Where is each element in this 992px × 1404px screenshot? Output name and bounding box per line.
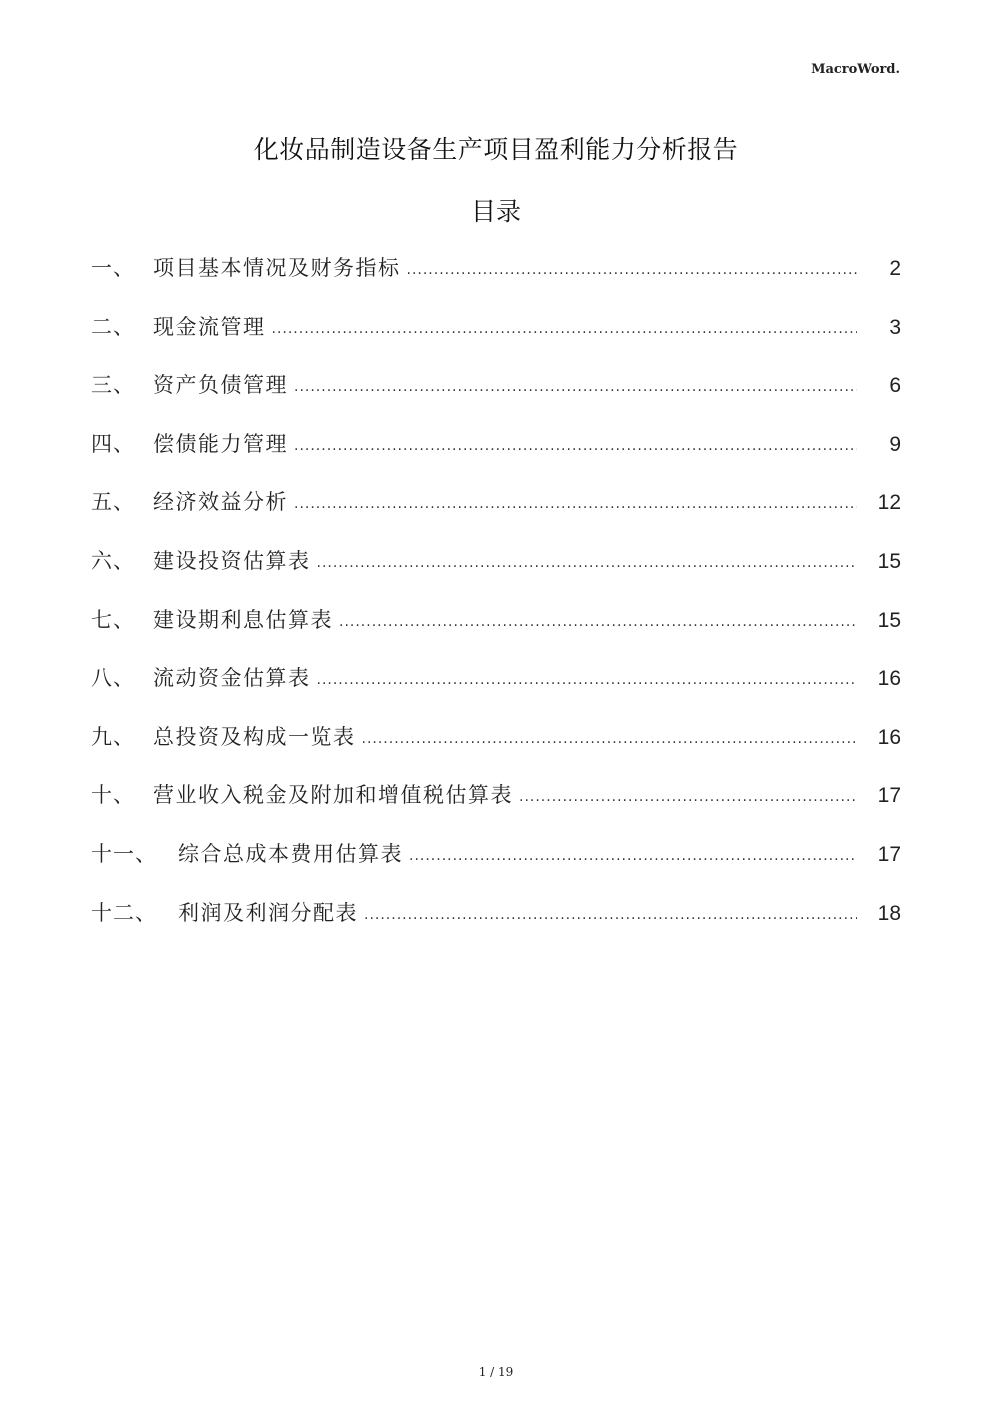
- toc-dot-leader: [519, 789, 857, 805]
- toc-entry-title: 综合总成本费用估算表: [178, 841, 403, 866]
- toc-entry-page: 3: [889, 315, 901, 339]
- toc-entry[interactable]: [91, 721, 901, 780]
- toc-entry-page: 17: [877, 842, 901, 866]
- toc-entry[interactable]: [91, 545, 901, 604]
- toc-entry[interactable]: [91, 897, 901, 956]
- toc-entry-title: 项目基本情况及财务指标: [153, 256, 401, 280]
- toc-entry-page: 15: [877, 608, 901, 632]
- toc-entry-title: 流动资金估算表: [153, 666, 311, 691]
- toc-entry-number: 二、: [91, 314, 135, 339]
- toc-dot-leader: [272, 321, 858, 337]
- toc-entry-page: 6: [889, 374, 901, 398]
- toc-entry[interactable]: [91, 369, 901, 428]
- toc-entry-number: 八、: [91, 666, 135, 691]
- toc-entry-page: 17: [877, 784, 901, 808]
- toc-entry-number: 三、: [91, 373, 135, 398]
- page-number-indicator: 1 / 19: [478, 1365, 514, 1379]
- toc-entry-title: 利润及利润分配表: [178, 900, 358, 925]
- toc-dot-leader: [294, 438, 857, 454]
- toc-entry[interactable]: [91, 662, 901, 721]
- toc-entry[interactable]: [91, 604, 901, 663]
- toc-entry-number: 十二、: [91, 900, 157, 925]
- toc-entry-number: 七、: [91, 607, 135, 632]
- toc-entry-page: 2: [889, 257, 901, 280]
- toc-dot-leader: [409, 848, 857, 864]
- toc-dot-leader: [317, 555, 858, 571]
- toc-entry-number: 五、: [91, 490, 135, 515]
- header-brand: MacroWord.: [811, 62, 900, 77]
- toc-entry-title: 营业收入税金及附加和增值税估算表: [153, 783, 513, 808]
- toc-entry-title: 现金流管理: [153, 314, 266, 339]
- toc-dot-leader: [407, 262, 858, 278]
- toc-entry-number: 十一、: [91, 841, 157, 866]
- toc-entry-page: 15: [877, 549, 901, 573]
- toc-entry-number: 九、: [91, 724, 135, 749]
- toc-entry[interactable]: [91, 486, 901, 545]
- toc-entry-title: 建设投资估算表: [153, 548, 311, 573]
- toc-entry[interactable]: [91, 428, 901, 487]
- toc-entry-page: 16: [877, 725, 901, 749]
- toc-dot-leader: [294, 496, 857, 512]
- document-title: 化妆品制造设备生产项目盈利能力分析报告: [253, 135, 739, 164]
- toc-entry-title: 资产负债管理: [153, 373, 288, 398]
- toc-entry-page: 9: [889, 432, 901, 456]
- toc-entry-page: 12: [877, 491, 901, 515]
- toc-dot-leader: [294, 379, 857, 395]
- toc-entry-number: 一、: [91, 256, 135, 280]
- toc-entry-title: 总投资及构成一览表: [153, 724, 356, 749]
- toc-entry-number: 四、: [91, 431, 135, 456]
- table-of-contents: [91, 252, 901, 955]
- toc-entry[interactable]: [91, 779, 901, 838]
- toc-entry-title: 经济效益分析: [153, 490, 288, 515]
- toc-heading: 目录: [470, 197, 521, 226]
- toc-dot-leader: [364, 907, 857, 923]
- toc-entry[interactable]: [91, 252, 901, 311]
- toc-dot-leader: [339, 614, 857, 630]
- toc-entry[interactable]: [91, 838, 901, 897]
- toc-entry-number: 六、: [91, 548, 135, 573]
- toc-entry-page: 16: [877, 667, 901, 691]
- toc-entry[interactable]: [91, 311, 901, 370]
- toc-dot-leader: [317, 672, 858, 688]
- toc-entry-number: 十、: [91, 783, 135, 808]
- toc-dot-leader: [362, 731, 858, 747]
- toc-entry-title: 偿债能力管理: [153, 431, 288, 456]
- toc-entry-page: 18: [877, 901, 901, 925]
- toc-entry-title: 建设期利息估算表: [153, 607, 333, 632]
